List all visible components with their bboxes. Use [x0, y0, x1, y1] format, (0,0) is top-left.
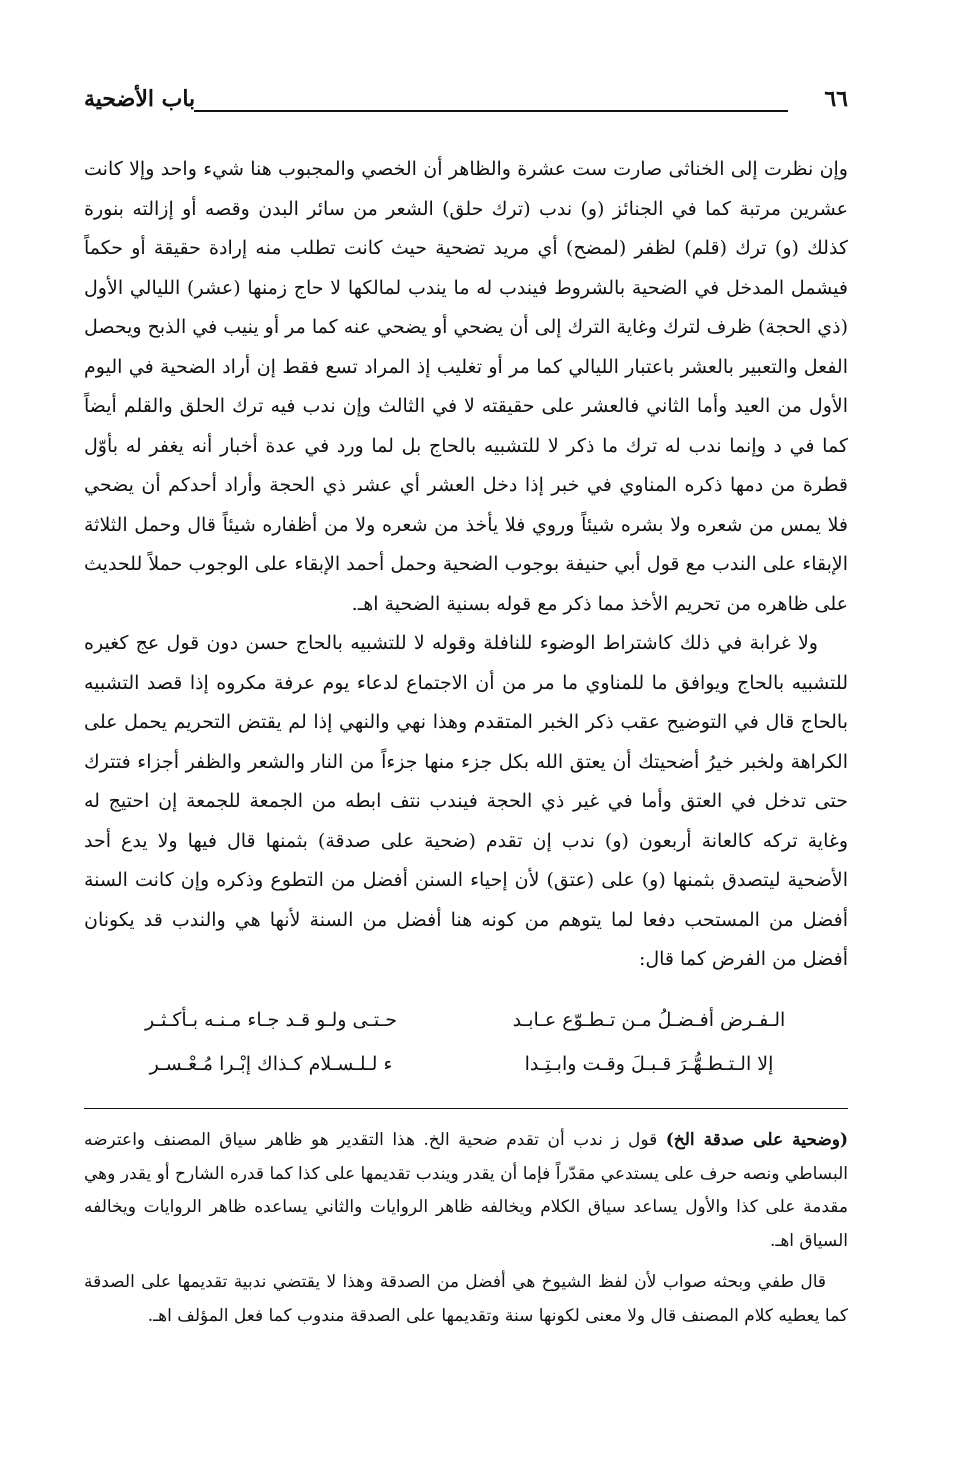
page-number: ٦٦	[824, 86, 848, 112]
main-paragraph-1: وإن نظرت إلى الخناثى صارت ست عشرة والظاهر أن الخصي والمجبوب هنا شيء واحد وإلا كانت عشرين مرتبة كما في الجنائز (و) ندب (ترك حلق) الشعر من سائر البدن وقصه أو إزالته بنورة كذلك (و) ترك (قلم) لظفر (لمضح) أي مريد تضحية حيث كانت تطلب منه إرادة حقيقة أو حكماً فيشمل المدخل في الضحية بالشروط فيندب له ما يندب لمالكها لا حاج زمنها (عشر) الليالي الأول (ذي الحجة) ظرف لترك وغاية الترك إلى أن يضحي أو يضحي عنه كما مر أو ينيب في الذبح ويحصل الفعل والتعبير بالعشر باعتبار الليالي كما مر أو تغليب إذ المراد تسع فقط إن أراد الضحية في اليوم الأول من العيد وأما الثاني فالعشر على حقيقته لا في الثالث وإن ندب فيه ترك الحلق والقلم أيضاً كما في د وإنما ندب له ترك ما ذكر لا للتشبيه بالحاج بل لما ورد في عدة أخبار أنه يغفر له بأوّل قطرة من دمها ذكره المناوي في خبر إذا دخل العشر أي عشر ذي الحجة وأراد أحدكم أن يضحي فلا يمس من شعره ولا بشره شيئاً وروي فلا يأخذ من شعره ولا من أظفاره شيئاً قال وحمل الثلاثة الإبقاء على الندب مع قول أبي حنيفة بوجوب الضحية وحمل أحمد الإبقاء على الوجوب حملاً للحديث على ظاهره من تحريم الأخذ مما ذكر مع قوله بسنية الضحية اهـ.	[84, 158, 848, 615]
verse-1-first-hemistich: الـفـرض أفـضـلُ مـن تـطـوّع عـابـد	[512, 1009, 786, 1031]
verse-2-second-hemistich: ء لـلـسـلام كـذاك إبْـرا مُـعْـسـر	[149, 1053, 393, 1075]
footnote-1	[84, 1124, 848, 1258]
poem	[110, 998, 810, 1086]
footnote-1-lead: (وضحية على صدقة الخ)	[665, 1130, 849, 1150]
footnote-divider	[84, 1108, 848, 1109]
footnotes	[84, 1124, 848, 1333]
verse-2-first-hemistich: إلا الـتـطـهُّـرَ قـبـلَ وقـت وابـتِـدا	[524, 1053, 774, 1075]
main-text	[84, 150, 848, 980]
poem-verse-1	[110, 998, 810, 1042]
header-rule	[194, 110, 788, 112]
poem-verse-2	[110, 1042, 810, 1086]
footnote-1-text: قول ز ندب أن تقدم ضحية الخ. هذا التقدير هو ظاهر سياق المصنف واعترضه البساطي ونصه حرف على يستدعي مقدّراً فإما أن يقدر ويندب تقديمها على كذا كما قدره الشارح أو يقدر وهي مقدمة على كذا والأول يساعد سياق الكلام ويخالفه ظاهر الروايات والثاني يساعده ظاهر الروايات ويخالفه السياق اهـ.	[84, 1130, 848, 1251]
footnote-2: قال طفي وبحثه صواب لأن لفظ الشيوخ هي أفضل من الصدقة وهذا لا يقتضي ندبية تقديمها على الصدقة كما يعطيه كلام المصنف قال ولا معنى لكونها سنة وتقديمها على الصدقة مندوب كما فعل المؤلف اهـ.	[84, 1272, 848, 1326]
verse-1-second-hemistich: حـتـى ولـو قـد جـاء مـنـه بـأكـثـر	[145, 1009, 397, 1031]
main-paragraph-2: ولا غرابة في ذلك كاشتراط الوضوء للنافلة وقوله لا للتشبيه بالحاج حسن دون قول عج كغيره للتشبيه بالحاج ويوافق ما للمناوي ما مر من أن الاجتماع لدعاء يوم عرفة مكروه إذا قصد التشبيه بالحاج قال في التوضيح عقب ذكر الخبر المتقدم وهذا نهي والنهي إذا لم يقتض التحريم يحمل على الكراهة ولخبر خيرُ أضحيتك أن يعتق الله بكل جزء منها جزءاً من النار والشعر والظفر أجزاء فتترك حتى تدخل في العتق وأما في غير ذي الحجة فيندب نتف ابطه من الجمعة للجمعة إن احتيج له وغاية تركه كالعانة أربعون (و) ندب إن تقدم (ضحية على صدقة) بثمنها قال فيها ولا يدع أحد الأضحية ليتصدق بثمنها (و) على (عتق) لأن إحياء السنن أفضل من التطوع وذكره وإن كانت السنة أفضل من المستحب دفعا لما يتوهم من كونه هنا أفضل من السنة لأنها هي والندب قد يكونان أفضل من الفرض كما قال:	[84, 632, 848, 970]
page-header	[84, 80, 848, 120]
chapter-title: باب الأضحية	[84, 86, 196, 112]
